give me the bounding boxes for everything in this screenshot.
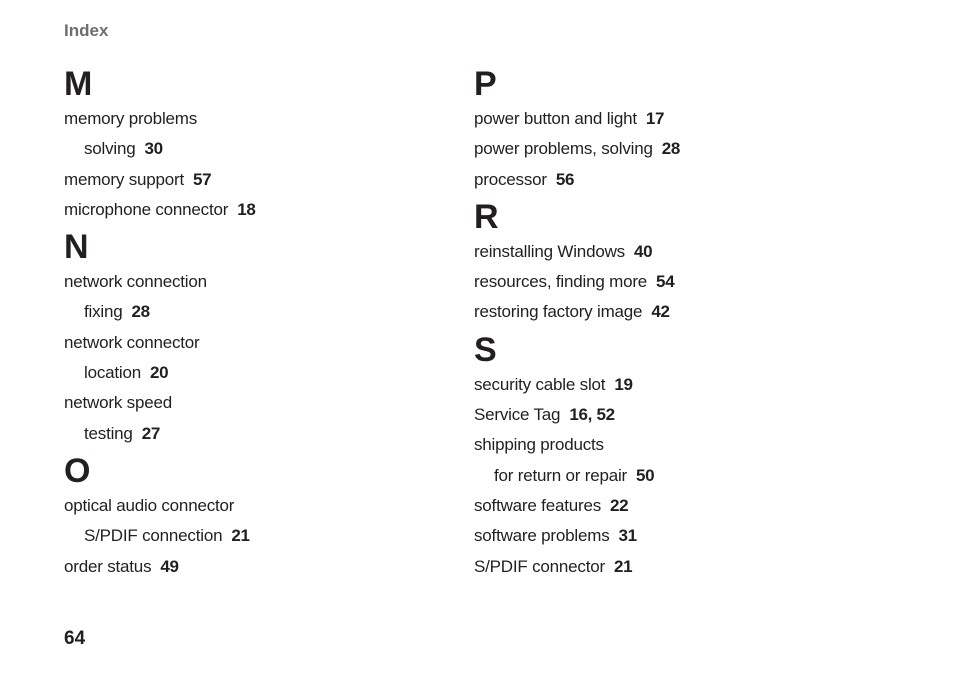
index-page-ref: 49 [160,556,179,576]
index-letter-heading: R [474,197,498,236]
index-column-right [474,62,680,582]
index-term: testing [84,423,133,443]
index-entry [474,267,680,297]
index-page-ref: 56 [555,169,575,189]
index-entry [64,388,256,418]
index-subentry [474,461,680,491]
index-entry [474,552,680,582]
index-term: processor [474,169,547,189]
index-page-ref: 31 [618,526,637,546]
index-term: restoring factory image [474,302,643,322]
index-letter-heading: S [474,330,496,369]
index-term: resources, finding more [474,272,648,292]
index-entry [64,328,256,358]
index-entry [474,134,680,164]
index-page-ref: 16, 52 [569,405,615,425]
index-page-ref: 20 [150,363,169,383]
index-term: microphone connector [64,199,229,219]
index-entry [474,165,680,195]
index-entry [64,267,256,297]
index-page-ref: 30 [144,139,163,159]
index-term: fixing [84,302,123,322]
index-entry [474,297,680,327]
index-term: power problems, solving [474,139,653,159]
index-letter-heading: N [64,228,88,267]
index-term: for return or repair [494,465,627,485]
index-entry [474,237,680,267]
index-column-left [64,62,256,582]
index-entry [64,104,256,134]
index-page-ref: 17 [645,109,665,128]
index-page-ref: 42 [651,302,670,322]
index-term: network connector [64,332,200,352]
index-term: S/PDIF connector [474,556,605,576]
index-entry [474,521,680,551]
index-entry [64,165,256,195]
index-term: location [84,363,141,383]
index-page-ref: 19 [614,374,633,394]
index-term: solving [84,139,136,159]
index-entry [474,104,680,134]
index-entry [64,552,256,582]
running-header: Index [64,21,109,40]
index-entry [64,491,256,521]
index-subentry [64,521,256,551]
index-term: memory support [64,169,185,189]
index-letter-heading: O [64,451,90,490]
index-page-ref: 18 [237,199,256,219]
index-subentry [64,419,256,449]
index-term: memory problems [64,109,198,128]
index-term: software problems [474,526,610,546]
index-page-ref: 57 [193,169,212,189]
index-term: order status [64,556,152,576]
index-page-ref: 54 [656,272,675,292]
index-term: software features [474,495,601,515]
index-term: optical audio connector [64,495,235,515]
index-entry [474,491,680,521]
index-term: power button and light [474,109,637,128]
index-page-ref: 21 [613,556,633,576]
index-page-ref: 21 [231,526,250,546]
index-entry [64,195,256,225]
index-term: Service Tag [474,405,561,425]
index-term: shipping products [474,435,604,455]
index-subentry [64,358,256,388]
index-term: security cable slot [474,374,606,394]
index-subentry [64,297,256,327]
index-page-ref: 50 [636,465,655,485]
index-entry [474,400,680,430]
index-page-ref: 22 [610,495,629,515]
index-term: network connection [64,272,207,292]
index-letter-heading: P [474,65,496,103]
index-page-ref: 40 [633,241,653,261]
index-letter-heading: M [64,65,92,103]
index-entry [474,370,680,400]
index-page-ref: 28 [131,302,150,322]
index-page-ref: 28 [661,139,681,159]
index-term: network speed [64,393,172,413]
index-term: reinstalling Windows [474,241,625,261]
index-subentry [64,134,256,164]
index-entry [474,430,680,460]
index-term: S/PDIF connection [84,526,223,546]
index-page-ref: 27 [141,423,160,443]
page-number: 64 [64,628,86,649]
